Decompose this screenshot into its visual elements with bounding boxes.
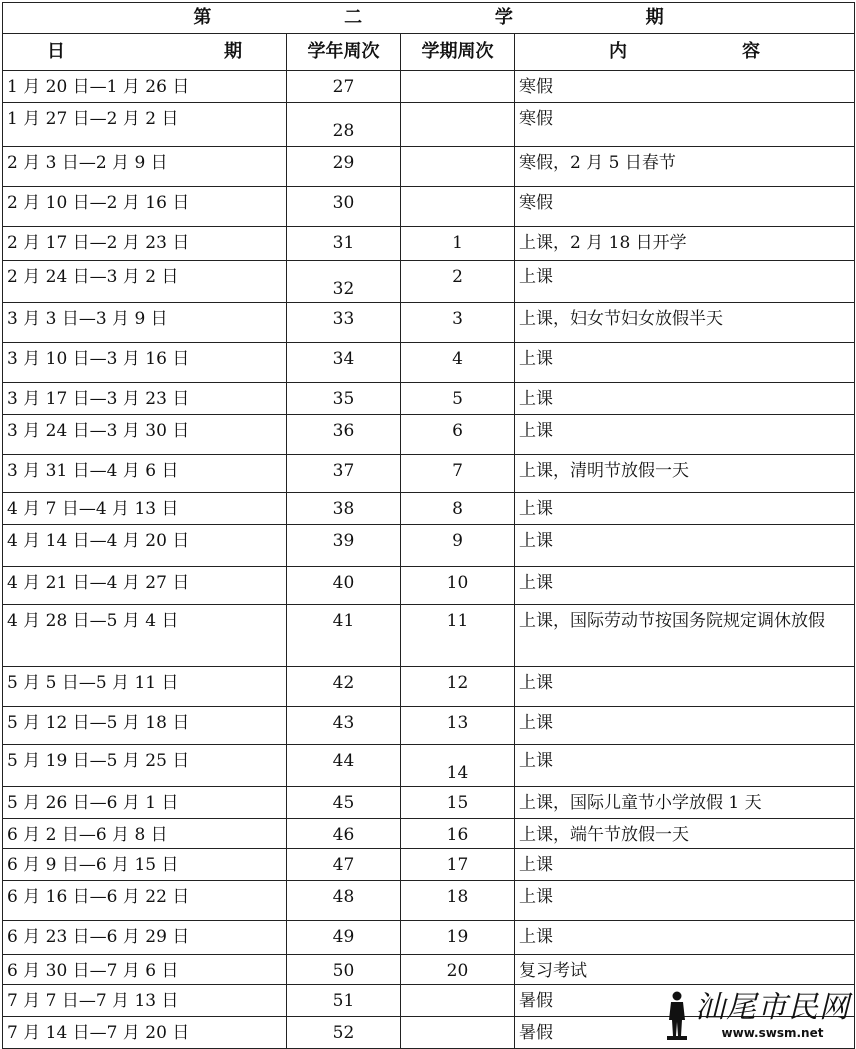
term-week-cell: 16 [401,819,515,849]
content-cell: 上课 [515,343,855,383]
table-row [3,819,855,849]
year-week-cell: 39 [287,525,401,567]
table-row [3,303,855,343]
table-row [3,567,855,605]
date-cell: 7 月 7 日—7 月 13 日 [3,985,287,1017]
date-cell: 6 月 2 日—6 月 8 日 [3,819,287,849]
year-week-cell: 34 [287,343,401,383]
column-header-row [3,34,855,71]
date-cell: 3 月 17 日—3 月 23 日 [3,383,287,415]
term-week-cell [401,187,515,227]
term-week-cell: 14 [401,745,515,787]
content-cell: 上课 [515,493,855,525]
date-cell: 2 月 17 日—2 月 23 日 [3,227,287,261]
date-cell: 3 月 3 日—3 月 9 日 [3,303,287,343]
year-week-cell: 30 [287,187,401,227]
term-week-cell: 5 [401,383,515,415]
date-cell: 1 月 20 日—1 月 26 日 [3,71,287,103]
table-row [3,261,855,303]
date-cell: 4 月 21 日—4 月 27 日 [3,567,287,605]
year-week-cell: 52 [287,1017,401,1049]
content-cell: 上课 [515,881,855,921]
date-cell: 6 月 30 日—7 月 6 日 [3,955,287,985]
content-cell: 上课 [515,567,855,605]
date-cell: 2 月 10 日—2 月 16 日 [3,187,287,227]
table-title-row [3,3,855,34]
term-week-cell: 2 [401,261,515,303]
year-week-cell: 43 [287,707,401,745]
year-week-cell: 49 [287,921,401,955]
table-row [3,605,855,667]
table-row [3,71,855,103]
term-week-cell [401,103,515,147]
date-cell: 4 月 7 日—4 月 13 日 [3,493,287,525]
year-week-cell: 46 [287,819,401,849]
year-week-cell: 40 [287,567,401,605]
year-week-cell: 29 [287,147,401,187]
table-row [3,103,855,147]
content-cell: 寒假 [515,71,855,103]
date-cell: 3 月 31 日—4 月 6 日 [3,455,287,493]
term-week-cell: 1 [401,227,515,261]
term-week-cell: 13 [401,707,515,745]
content-cell: 暑假 [515,985,855,1017]
table-row [3,415,855,455]
year-week-cell: 31 [287,227,401,261]
watermark [663,982,850,1040]
table-row [3,921,855,955]
table-row [3,787,855,819]
content-cell: 上课，国际儿童节小学放假 1 天 [515,787,855,819]
date-cell: 4 月 28 日—5 月 4 日 [3,605,287,667]
term-week-cell [401,71,515,103]
term-week-cell: 15 [401,787,515,819]
date-cell: 4 月 14 日—4 月 20 日 [3,525,287,567]
content-cell: 上课 [515,667,855,707]
year-week-cell: 48 [287,881,401,921]
table-row [3,383,855,415]
content-cell: 上课 [515,261,855,303]
term-week-cell [401,985,515,1017]
date-cell: 5 月 12 日—5 月 18 日 [3,707,287,745]
term-week-cell: 11 [401,605,515,667]
year-week-cell: 41 [287,605,401,667]
header-content: 内 容 [515,34,855,71]
statue-figure-icon [663,990,691,1040]
date-cell: 6 月 23 日—6 月 29 日 [3,921,287,955]
title-char: 期 [645,7,664,28]
term-week-cell: 20 [401,955,515,985]
table-row [3,849,855,881]
term-week-cell: 17 [401,849,515,881]
term-week-cell: 18 [401,881,515,921]
date-cell: 5 月 5 日—5 月 11 日 [3,667,287,707]
year-week-cell: 50 [287,955,401,985]
table-row [3,955,855,985]
date-cell: 1 月 27 日—2 月 2 日 [3,103,287,147]
content-cell: 寒假 [515,187,855,227]
content-cell: 上课 [515,707,855,745]
term-week-cell: 3 [401,303,515,343]
table-row [3,667,855,707]
semester-calendar-table [2,2,855,1049]
content-cell: 上课，国际劳动节按国务院规定调休放假 [515,605,855,667]
table-row [3,745,855,787]
header-year-week: 学年周次 [287,34,401,71]
term-week-cell [401,147,515,187]
year-week-cell: 38 [287,493,401,525]
title-char: 第 [193,7,212,28]
term-week-cell: 6 [401,415,515,455]
header-date: 日 期 [3,34,287,71]
year-week-cell: 47 [287,849,401,881]
title-char: 二 [344,7,363,28]
watermark-url: www.swsm.net [721,1026,824,1040]
date-cell: 5 月 19 日—5 月 25 日 [3,745,287,787]
term-week-cell: 7 [401,455,515,493]
table-row [3,881,855,921]
term-week-cell: 12 [401,667,515,707]
year-week-cell: 51 [287,985,401,1017]
year-week-cell: 27 [287,71,401,103]
table-body [3,71,855,1049]
content-cell: 上课，2 月 18 日开学 [515,227,855,261]
year-week-cell: 36 [287,415,401,455]
content-cell: 上课 [515,921,855,955]
table-row [3,187,855,227]
date-cell: 5 月 26 日—6 月 1 日 [3,787,287,819]
table-row [3,455,855,493]
content-cell: 复习考试 [515,955,855,985]
date-cell: 6 月 16 日—6 月 22 日 [3,881,287,921]
table-row [3,147,855,187]
year-week-cell: 35 [287,383,401,415]
table-row [3,525,855,567]
year-week-cell: 28 [287,103,401,147]
date-cell: 6 月 9 日—6 月 15 日 [3,849,287,881]
content-cell: 寒假，2 月 5 日春节 [515,147,855,187]
watermark-logo-text: 汕尾市民网 [695,990,850,1025]
date-cell: 3 月 24 日—3 月 30 日 [3,415,287,455]
year-week-cell: 37 [287,455,401,493]
content-cell: 上课 [515,383,855,415]
content-cell: 上课，清明节放假一天 [515,455,855,493]
content-cell: 寒假 [515,103,855,147]
content-cell: 上课，妇女节妇女放假半天 [515,303,855,343]
term-week-cell: 19 [401,921,515,955]
year-week-cell: 33 [287,303,401,343]
date-cell: 2 月 24 日—3 月 2 日 [3,261,287,303]
date-cell: 7 月 14 日—7 月 20 日 [3,1017,287,1049]
table-row [3,493,855,525]
year-week-cell: 32 [287,261,401,303]
table-row [3,227,855,261]
term-week-cell: 10 [401,567,515,605]
table-row [3,343,855,383]
term-week-cell: 4 [401,343,515,383]
year-week-cell: 42 [287,667,401,707]
term-week-cell: 8 [401,493,515,525]
date-cell: 3 月 10 日—3 月 16 日 [3,343,287,383]
content-cell: 上课 [515,415,855,455]
title-char: 学 [494,7,513,28]
content-cell: 暑假 [515,1017,855,1049]
date-cell: 2 月 3 日—2 月 9 日 [3,147,287,187]
year-week-cell: 44 [287,745,401,787]
content-cell: 上课，端午节放假一天 [515,819,855,849]
content-cell: 上课 [515,849,855,881]
semester-title [3,3,855,34]
year-week-cell: 45 [287,787,401,819]
content-cell: 上课 [515,745,855,787]
content-cell: 上课 [515,525,855,567]
table-row [3,707,855,745]
term-week-cell: 9 [401,525,515,567]
header-term-week: 学期周次 [401,34,515,71]
